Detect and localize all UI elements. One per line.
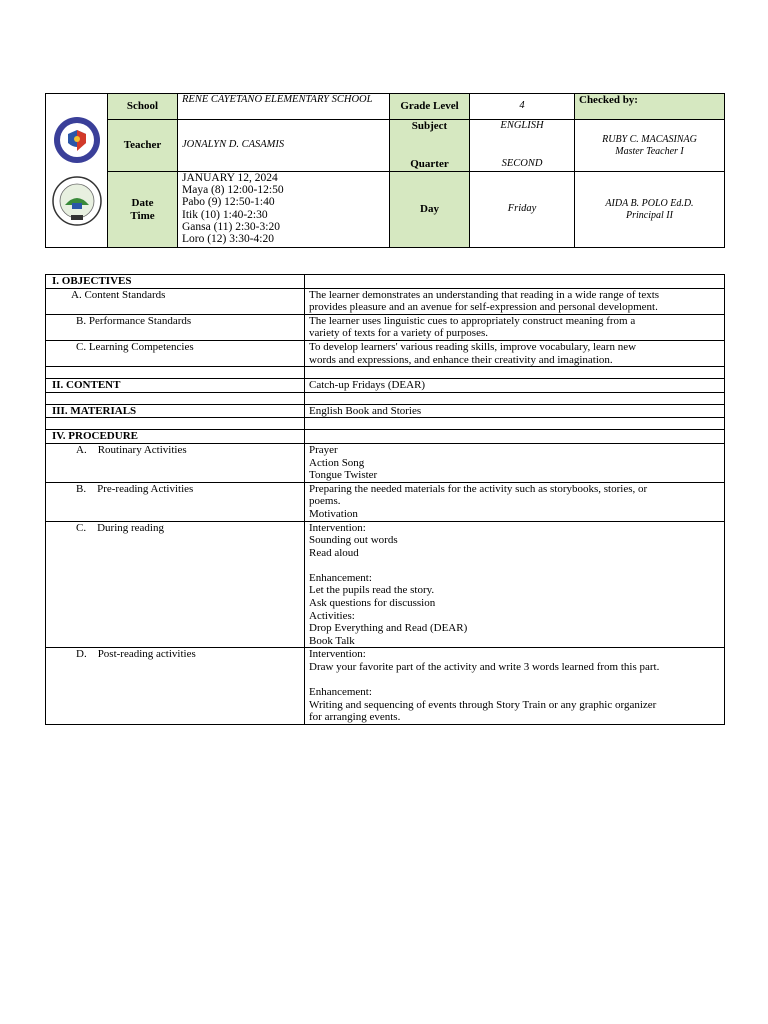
subject-label: Subject	[411, 120, 448, 132]
schedule-line: Itik (10) 1:40-2:30	[182, 208, 268, 221]
learning-competencies-text: To develop learners' various reading skills, improve vocabulary, learn new words and expressions, and enhance their creativity and imagination.	[305, 340, 725, 366]
performance-standards-label: B. Performance Standards	[46, 314, 305, 340]
learning-competencies-label: C. Learning Competencies	[46, 340, 305, 366]
grade-level-label: Grade Level	[390, 94, 470, 120]
day-value: Friday	[470, 172, 575, 248]
date-value: JANUARY 12, 2024	[182, 172, 278, 184]
logos-cell	[46, 94, 108, 248]
subject-quarter-labels	[390, 120, 470, 172]
during-reading-label: C. During reading	[46, 521, 305, 648]
content-heading: II. CONTENT	[46, 379, 305, 393]
quarter-value: SECOND	[501, 158, 543, 170]
school-name: RENE CAYETANO ELEMENTARY SCHOOL	[178, 94, 390, 120]
objectives-heading: I. OBJECTIVES	[46, 275, 305, 289]
empty-cell	[305, 430, 725, 444]
deped-seal-logo	[46, 115, 107, 165]
principal-title: Principal II	[626, 209, 673, 221]
performance-standards-text: The learner uses linguistic cues to appropriately construct meaning from a variety of texts for a variety of purposes.	[305, 314, 725, 340]
header-table	[45, 93, 725, 248]
empty-cell	[305, 275, 725, 289]
schedule-line: Loro (12) 3:30-4:20	[182, 233, 274, 246]
lesson-plan-table	[45, 274, 725, 725]
schedule-line: Gansa (11) 2:30-3:20	[182, 220, 280, 233]
spacer-cell	[305, 367, 725, 379]
materials-heading: III. MATERIALS	[46, 404, 305, 418]
blank-line	[309, 559, 720, 572]
teacher-label: Teacher	[108, 120, 178, 172]
spacer-cell	[305, 392, 725, 404]
prereading-text: Preparing the needed materials for the activity such as storybooks, stories, or poems. Motivation	[305, 482, 725, 521]
spacer-cell	[46, 418, 305, 430]
post-reading-text: Intervention: Draw your favorite part of the activity and write 3 words learned from this part. Enhancement: Writing and sequencing of events through Story Train or any graphic organizer for arranging events.	[305, 648, 725, 725]
prereading-label: B. Pre-reading Activities	[46, 482, 305, 521]
teacher-name: JONALYN D. CASAMIS	[178, 120, 390, 172]
checker-title: Master Teacher I	[615, 145, 684, 157]
school-label: School	[108, 94, 178, 120]
routinary-text: Prayer Action Song Tongue Twister	[305, 443, 725, 482]
grade-level-value: 4	[470, 94, 575, 120]
spacer-cell	[305, 418, 725, 430]
checker-cell	[575, 120, 725, 172]
checker-name: RUBY C. MACASINAG	[602, 133, 697, 145]
subject-quarter-values	[470, 120, 575, 172]
schedule-line: Maya (8) 12:00-12:50	[182, 184, 284, 197]
subject-value: ENGLISH	[500, 120, 544, 131]
post-reading-label: D. Post-reading activities	[46, 648, 305, 725]
materials-value: English Book and Stories	[305, 404, 725, 418]
date-time-cell	[178, 172, 390, 248]
blank-line	[309, 674, 720, 687]
schedule-line: Pabo (9) 12:50-1:40	[182, 196, 275, 209]
day-label: Day	[390, 172, 470, 248]
content-standards-label: A. Content Standards	[46, 288, 305, 314]
routinary-label: A. Routinary Activities	[46, 443, 305, 482]
during-reading-text: Intervention: Sounding out words Read aloud Enhancement: Let the pupils read the story. Ask questions for discussion Activities: Drop Everything and Read (DEAR) Book Talk	[305, 521, 725, 648]
spacer-cell	[46, 367, 305, 379]
spacer-cell	[46, 392, 305, 404]
date-time-label: Date Time	[108, 172, 178, 248]
content-standards-text: The learner demonstrates an understanding that reading in a wide range of texts provides pleasure and an avenue for self-expression and personal development.	[305, 288, 725, 314]
principal-cell	[575, 172, 725, 248]
principal-name: AIDA B. POLO Ed.D.	[605, 197, 694, 209]
checked-by-label: Checked by:	[575, 94, 725, 120]
content-value: Catch-up Fridays (DEAR)	[305, 379, 725, 393]
procedure-heading: IV. PROCEDURE	[46, 430, 305, 444]
quarter-label: Quarter	[410, 158, 449, 171]
school-seal-logo	[46, 175, 107, 227]
